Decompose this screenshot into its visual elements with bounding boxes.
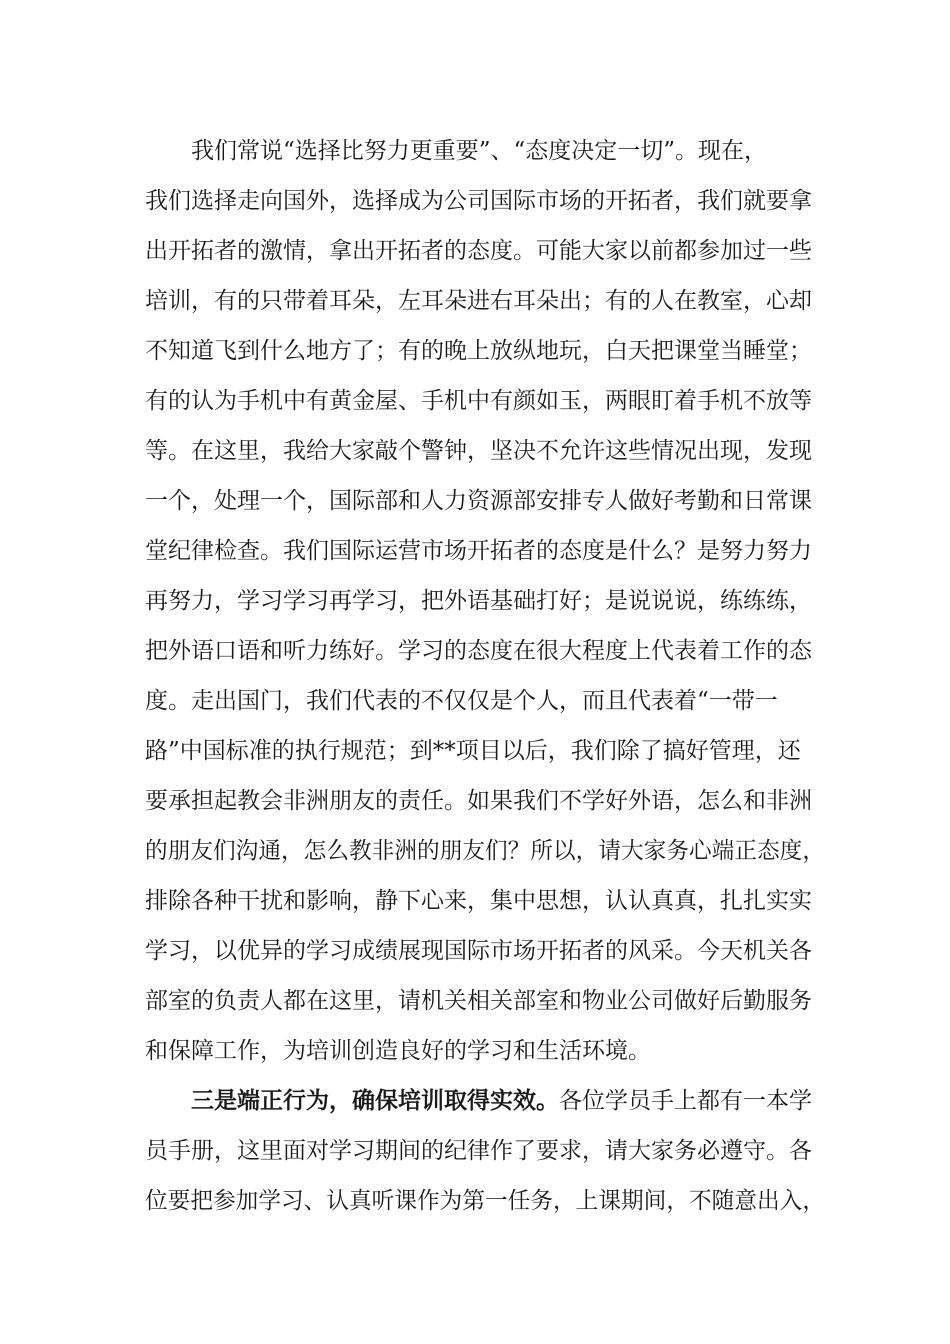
paragraph-line: 我们常说“选择比努力更重要”、“态度决定一切”。现在， [191, 138, 768, 164]
paragraph-line: 部室的负责人都在这里，请机关相关部室和物业公司做好后勤服务 [145, 988, 812, 1014]
paragraph-line: 不知道飞到什么地方了；有的晚上放纵地玩，白天把课堂当睡堂； [145, 338, 812, 364]
paragraph-line: 和保障工作，为培训创造良好的学习和生活环境。 [145, 1038, 651, 1064]
paragraph-line: 一个，处理一个，国际部和人力资源部安排专人做好考勤和日常课 [145, 488, 812, 514]
paragraph-line: 再努力，学习学习再学习，把外语基础打好；是说说说，练练练， [145, 588, 812, 614]
paragraph-line: 路”中国标准的执行规范；到**项目以后，我们除了搞好管理，还 [145, 738, 801, 764]
paragraph-line: 排除各种干扰和影响，静下心来，集中思想，认认真真，扎扎实实 [145, 888, 812, 914]
paragraph-line: 学习，以优异的学习成绩展现国际市场开拓者的风采。今天机关各 [145, 938, 812, 964]
paragraph-line: 等。在这里，我给大家敲个警钟，坚决不允许这些情况出现，发现 [145, 438, 812, 464]
paragraph-text: 各位学员手上都有一本学 [559, 1088, 812, 1114]
paragraph-line: 要承担起教会非洲朋友的责任。如果我们不学好外语，怎么和非洲 [145, 788, 812, 814]
paragraph-line: 培训，有的只带着耳朵，左耳朵进右耳朵出；有的人在教室，心却 [145, 288, 812, 314]
paragraph-line: 有的认为手机中有黄金屋、手机中有颜如玉，两眼盯着手机不放等 [145, 388, 812, 414]
paragraph-line: 出开拓者的激情，拿出开拓者的态度。可能大家以前都参加过一些 [145, 238, 812, 264]
paragraph-line: 度。走出国门，我们代表的不仅仅是个人，而且代表着“一带一 [145, 688, 778, 714]
paragraph-line: 我们选择走向国外，选择成为公司国际市场的开拓者，我们就要拿 [145, 188, 812, 214]
paragraph-line: 员手册，这里面对学习期间的纪律作了要求，请大家务必遵守。各 [145, 1138, 812, 1164]
section-heading: 三是端正行为，确保培训取得实效。 [191, 1087, 559, 1114]
paragraph-line: 把外语口语和听力练好。学习的态度在很大程度上代表着工作的态 [145, 638, 812, 664]
paragraph-line [191, 1086, 812, 1116]
paragraph-line: 位要把参加学习、认真听课作为第一任务，上课期间，不随意出入， [145, 1188, 825, 1214]
paragraph-line: 堂纪律检查。我们国际运营市场开拓者的态度是什么？是努力努力 [145, 538, 812, 564]
paragraph-line: 的朋友们沟通，怎么教非洲的朋友们？所以，请大家务心端正态度， [145, 838, 825, 864]
